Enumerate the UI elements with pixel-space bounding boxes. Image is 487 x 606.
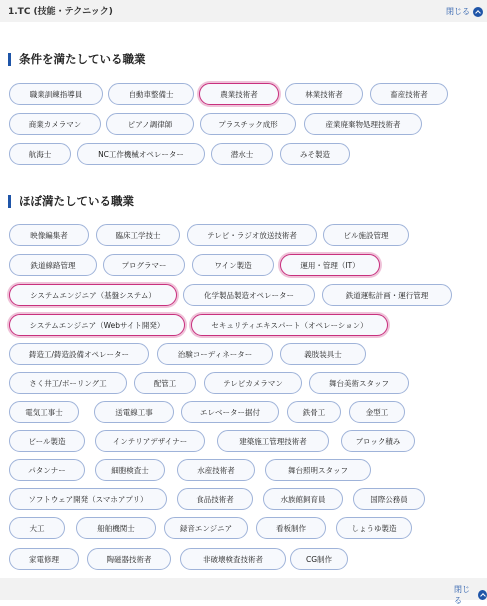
job-chip[interactable]: ブロック積み: [341, 430, 415, 452]
job-chip[interactable]: 義肢装具士: [280, 343, 366, 365]
job-chip[interactable]: 録音エンジニア: [164, 517, 248, 539]
job-chip[interactable]: ビール製造: [9, 430, 85, 452]
job-chip[interactable]: 食品技術者: [177, 488, 253, 510]
job-chip[interactable]: 非破壊検査技術者: [180, 548, 286, 570]
job-chip[interactable]: 送電線工事: [94, 401, 174, 423]
job-chip[interactable]: 自動車整備士: [108, 83, 194, 105]
job-chip[interactable]: 大工: [9, 517, 65, 539]
job-chip[interactable]: NC工作機械オペレーター: [77, 143, 205, 165]
job-chip[interactable]: ソフトウェア開発（スマホアプリ）: [9, 488, 167, 510]
job-chip[interactable]: 航海士: [9, 143, 71, 165]
job-chip[interactable]: 商業カメラマン: [9, 113, 101, 135]
job-chip-highlighted[interactable]: システムエンジニア（Webサイト開発）: [9, 314, 185, 336]
job-chip[interactable]: 産業廃棄物処理技術者: [304, 113, 422, 135]
job-chip[interactable]: 畜産技術者: [370, 83, 448, 105]
job-chip[interactable]: 映像編集者: [9, 224, 89, 246]
job-chip[interactable]: 陶磁器技術者: [87, 548, 171, 570]
job-chip[interactable]: 舞台美術スタッフ: [309, 372, 409, 394]
close-label: 閉じる: [446, 7, 470, 16]
job-chip[interactable]: 職業訓練指導員: [9, 83, 103, 105]
job-chip[interactable]: 家電修理: [9, 548, 79, 570]
job-chip[interactable]: 水族館飼育員: [263, 488, 343, 510]
job-chip[interactable]: 鉄骨工: [287, 401, 341, 423]
job-chip[interactable]: 建築施工管理技術者: [217, 430, 329, 452]
job-chip[interactable]: 国際公務員: [353, 488, 425, 510]
job-chip[interactable]: 細胞検査士: [95, 459, 165, 481]
job-chip[interactable]: さく井工/ボーリング工: [9, 372, 127, 394]
job-chip[interactable]: テレビカメラマン: [204, 372, 302, 394]
close-button-top[interactable]: [446, 6, 483, 17]
job-chip[interactable]: 鉄道線路管理: [9, 254, 97, 276]
section-heading-almost: ほぼ満たしている職業: [8, 195, 134, 208]
chevron-up-icon: [473, 7, 483, 17]
job-chip[interactable]: 配管工: [134, 372, 196, 394]
job-chip[interactable]: 鉄道運転計画・運行管理: [322, 284, 452, 306]
job-chip[interactable]: 林業技術者: [285, 83, 363, 105]
job-chip[interactable]: プログラマー: [103, 254, 185, 276]
job-chip[interactable]: 鋳造工/鋳造設備オペレーター: [9, 343, 149, 365]
job-chip[interactable]: エレベーター据付: [181, 401, 279, 423]
page-title: 1.TC (技能・テクニック): [8, 7, 113, 17]
close-label: 閉じる: [454, 585, 470, 605]
job-chip[interactable]: ワイン製造: [192, 254, 274, 276]
job-chip[interactable]: しょうゆ製造: [336, 517, 412, 539]
job-chip[interactable]: テレビ・ラジオ放送技術者: [187, 224, 317, 246]
job-chip[interactable]: 化学製品製造オペレーター: [183, 284, 315, 306]
job-chip[interactable]: 潜水士: [211, 143, 273, 165]
job-chip[interactable]: インテリアデザイナー: [95, 430, 205, 452]
section-heading-satisfied: 条件を満たしている職業: [8, 53, 146, 66]
footer-bar: [0, 578, 487, 605]
job-chip[interactable]: 金型工: [349, 401, 405, 423]
job-chip[interactable]: CG制作: [290, 548, 348, 570]
job-chip[interactable]: みそ製造: [280, 143, 350, 165]
job-chip[interactable]: 船舶機関士: [76, 517, 156, 539]
job-chip[interactable]: プラスチック成形: [200, 113, 296, 135]
job-chip[interactable]: ビル施設管理: [323, 224, 409, 246]
chevron-up-icon: [478, 590, 487, 600]
job-chip[interactable]: 治験コーディネーター: [157, 343, 273, 365]
job-chip[interactable]: 看板制作: [256, 517, 326, 539]
job-chip-highlighted[interactable]: セキュリティエキスパート（オペレーション）: [191, 314, 388, 336]
job-chip[interactable]: ピアノ調律師: [106, 113, 194, 135]
job-chip[interactable]: パタンナー: [9, 459, 85, 481]
job-chip-highlighted[interactable]: システムエンジニア（基盤システム）: [9, 284, 177, 306]
close-button-bottom[interactable]: [454, 584, 487, 606]
job-chip[interactable]: 電気工事士: [9, 401, 79, 423]
job-chip-highlighted[interactable]: 運用・管理（IT）: [280, 254, 380, 276]
job-chip[interactable]: 臨床工学技士: [96, 224, 180, 246]
header-bar: [0, 0, 487, 22]
job-chip-highlighted[interactable]: 農業技術者: [199, 83, 279, 105]
job-chip[interactable]: 水産技術者: [177, 459, 255, 481]
job-chip[interactable]: 舞台照明スタッフ: [265, 459, 371, 481]
